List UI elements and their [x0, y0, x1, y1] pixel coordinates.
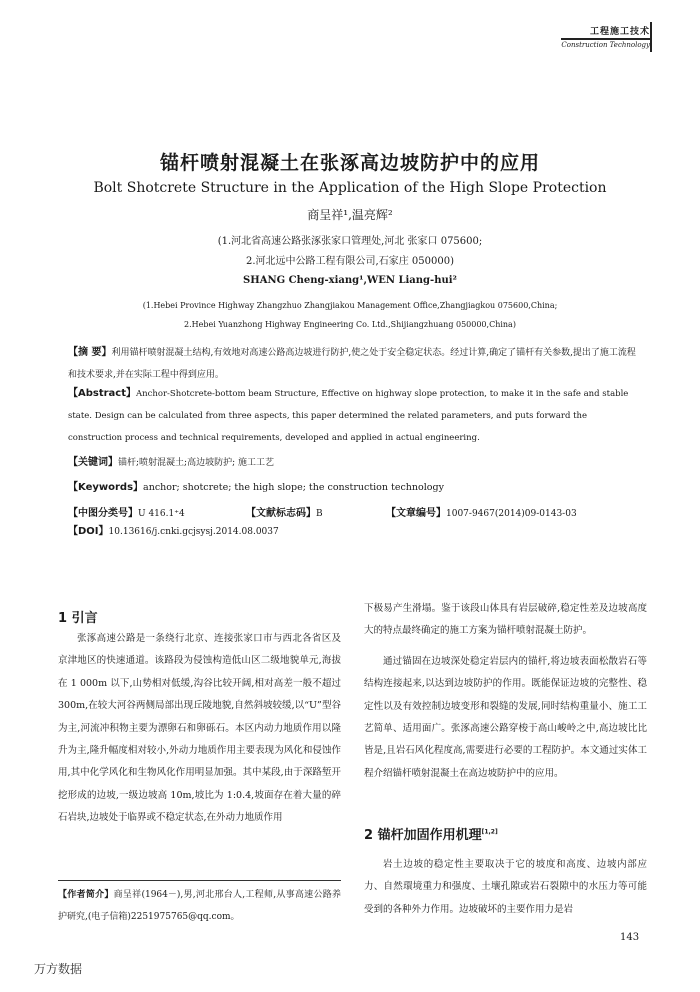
affiliation-2: 2.河北远中公路工程有限公司,石家庄 050000)	[246, 256, 454, 267]
abstract-zh	[68, 342, 642, 386]
section-2-heading	[364, 824, 498, 843]
section-2-body	[364, 854, 647, 921]
article-no-label: 【文章编号】	[386, 508, 446, 519]
affiliation-en-1: (1.Hebei Province Highway Zhangzhuo Zhangjiakou Management Office,Zhangjiagkou 075600,China;	[142, 301, 558, 310]
section-1-heading: 1 引言	[58, 611, 98, 626]
right-paragraph-2: 通过锚固在边坡深处稳定岩层内的锚杆,将边坡表面松散岩石等结构连接起来,以达到边坡防护的作用。既能保证边坡的完整性、稳定性以及有效控制边坡变形和裂缝的发展,同时结构重量小、施工工艺简单、适用面广。张涿高速公路穿梭于高山峻岭之中,高边坡比比皆是,且岩石风化程度高,需要进行必要的工程防护。本文通过实体工程介绍锚杆喷射混凝土在高边坡防护中的应用。	[364, 655, 647, 779]
authors: 商呈祥¹,温亮辉²	[307, 208, 393, 222]
authors-en: SHANG Cheng-xiang¹,WEN Liang-hui²	[243, 275, 457, 286]
clc-value: U 416.1⁺4	[138, 509, 185, 519]
abstract-en	[68, 383, 642, 449]
right-paragraph-1: 下极易产生滑塌。鉴于该段山体具有岩层破碎,稳定性差及边坡高度大的特点最终确定的施工方案为锚杆喷射混凝土防护。	[364, 603, 647, 637]
paper-title-en: Bolt Shotcrete Structure in the Application of the High Slope Protection	[93, 180, 607, 196]
author-footnote	[58, 884, 341, 928]
abstract-en-label: 【Abstract】	[68, 388, 137, 399]
keywords-en-text: anchor; shotcrete; the high slope; the construction technology	[143, 482, 444, 493]
footnote-rule	[58, 880, 341, 881]
right-column	[364, 598, 647, 785]
doi-line	[68, 521, 642, 543]
section-2-paragraph: 岩土边坡的稳定性主要取决于它的坡度和高度、边坡内部应力、自然環境重力和强度、土壤孔隙或岩石裂隙中的水压力等可能受到的各种外力作用。边坡破坏的主要作用力是岩	[364, 859, 647, 915]
left-column	[58, 628, 341, 830]
abstract-en-text: Anchor-Shotcrete-bottom beam Structure, Effective on highway slope protection, to make it in the safe and stable state. Design can be calculated from three aspects, this paper determined the related parameters, and puts forward the construction process and technical requirements, developed and applied in actual engineering.	[68, 389, 629, 443]
keywords-en	[68, 477, 642, 499]
section-name-en: Construction Technology	[561, 38, 650, 49]
keywords-zh	[68, 452, 642, 474]
keywords-en-label: 【Keywords】	[68, 482, 144, 493]
doc-code-label: 【文献标志码】	[246, 508, 316, 519]
footnote-label: 【作者简介】	[58, 890, 114, 900]
watermark: 万方数据	[34, 962, 83, 976]
page-number: 143	[620, 932, 640, 943]
abstract-zh-label: 【摘 要】	[68, 347, 112, 358]
doi-value: 10.13616/j.cnki.gcjsysj.2014.08.0037	[108, 527, 279, 537]
keywords-zh-label: 【关键词】	[68, 457, 118, 468]
footnote-text: 商呈祥(1964－),男,河北邢台人,工程师,从事高速公路养护研究,(电子信箱)2251975765@qq.com。	[58, 890, 341, 922]
journal-section-header	[561, 24, 650, 49]
section-name-zh: 工程施工技术	[589, 27, 650, 37]
doc-code-value: B	[316, 509, 323, 519]
keywords-zh-text: 锚杆;喷射混凝土;高边坡防护; 施工工艺	[118, 458, 274, 468]
section-2-heading-text: 2 锚杆加固作用机理	[364, 828, 482, 843]
abstract-zh-text: 利用锚杆喷射混凝土结构,有效地对高速公路高边坡进行防护,使之处于安全稳定状态。经过计算,确定了锚杆有关参数,提出了施工流程和技术要求,并在实际工程中得到应用。	[68, 348, 636, 380]
section-1-paragraph: 张涿高速公路是一条绕行北京、连接张家口市与西北各省区及京津地区的快速通道。该路段为侵蚀构造低山区二级地貌单元,海拔在 1 000m 以下,山势相对低缓,沟谷比较开阔,相对高差一般不超过 300m,在较大河谷两侧局部出现丘陵地貌,自然斜坡较缓,以“U”型谷为主,河流冲积物主要为漂卵石和卵砾石。本区内动力地质作用以隆升为主,隆升幅度相对较小,外动力地质作用主要表现为风化和侵蚀作用,其中化学风化和生物风化作用明显加强。其中某段,由于深路堑开挖形成的边坡,一级边坡高 10m,坡比为 1:0.4,坡面存在着大量的碎石岩块,边坡处于临界或不稳定状态,在外动力地质作用	[58, 633, 341, 824]
section-2-citation: [1,2]	[481, 828, 498, 836]
paper-title: 锚杆喷射混凝土在张涿高边坡防护中的应用	[159, 152, 540, 174]
doi-label: 【DOI】	[68, 526, 109, 537]
article-no-value: 1007-9467(2014)09-0143-03	[446, 509, 577, 519]
affiliation-en-2: 2.Hebei Yuanzhong Highway Engineering Co. Ltd.,Shijiangzhuang 050000,China)	[184, 320, 516, 329]
affiliation-1: (1.河北省高速公路张涿张家口管理处,河北 张家口 075600;	[217, 236, 483, 247]
header-rule	[650, 22, 652, 52]
clc-label: 【中图分类号】	[68, 508, 138, 519]
